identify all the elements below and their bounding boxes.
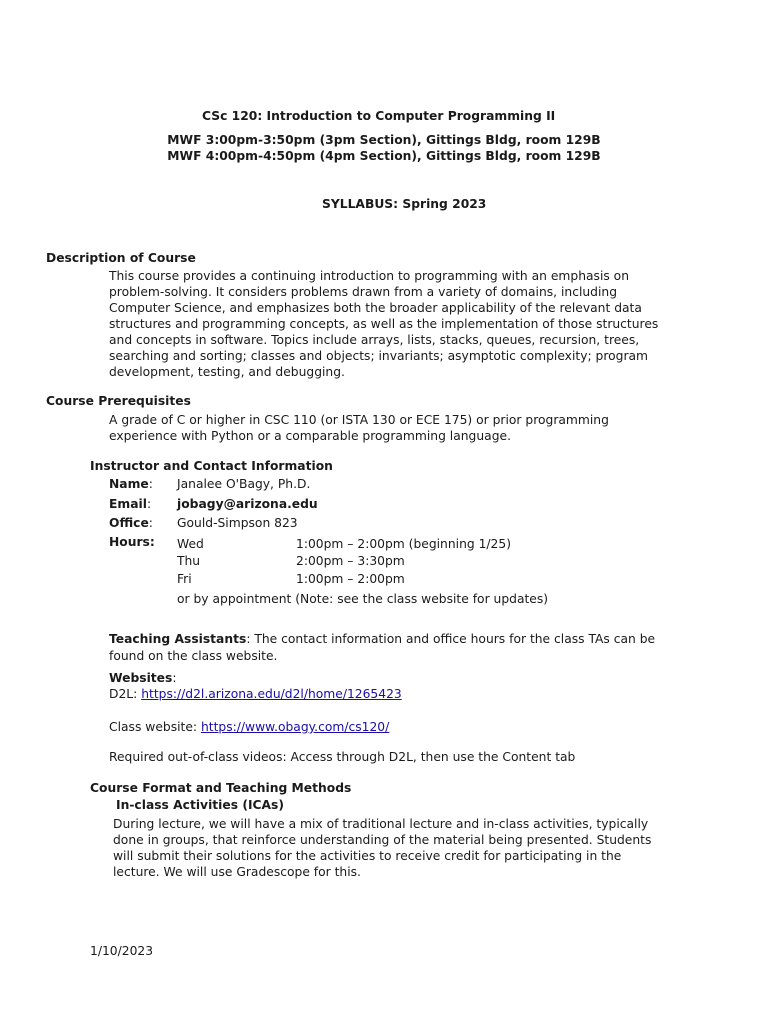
instructor-email[interactable]: jobagy@arizona.edu — [177, 497, 318, 511]
description-heading: Description of Course — [46, 251, 196, 265]
name-label: Name: — [109, 477, 153, 491]
websites-heading: Websites: — [109, 671, 177, 685]
instructor-heading: Instructor and Contact Information — [90, 459, 333, 473]
class-website-line: Class website: https://www.obagy.com/cs120/ — [109, 720, 390, 734]
class-website-link[interactable]: https://www.obagy.com/cs120/ — [200, 720, 390, 734]
hours-time: 1:00pm – 2:00pm (beginning 1/25) — [296, 537, 511, 551]
hours-time: 1:00pm – 2:00pm — [296, 572, 405, 586]
hours-row-wed — [177, 536, 577, 552]
ta-label: Teaching Assistants — [109, 632, 247, 646]
section-3pm: MWF 3:00pm-3:50pm (3pm Section), Gittings Bldg, room 129B — [167, 133, 601, 147]
office-label: Office: — [109, 516, 153, 530]
appointment-note: or by appointment (Note: see the class website for updates) — [177, 592, 549, 606]
d2l-link[interactable]: https://d2l.arizona.edu/d2l/home/1265423 — [141, 687, 402, 701]
ta-line-2: found on the class website. — [109, 649, 278, 663]
hours-day: Fri — [177, 572, 192, 586]
course-title: CSc 120: Introduction to Computer Programming II — [202, 109, 556, 123]
hours-day: Wed — [177, 537, 204, 551]
footer-date: 1/10/2023 — [90, 944, 154, 958]
hours-label: Hours: — [109, 535, 155, 549]
prereq-heading: Course Prerequisites — [46, 394, 191, 408]
format-text: During lecture, we will have a mix of traditional lecture and in-class activities, typically done in groups, that reinforce understanding of the material being presented. Students will submit their solutions for the activities to receive credit for participating in the lecture. We will use Gradescope for this. — [113, 817, 652, 879]
instructor-name: Janalee O'Bagy, Ph.D. — [177, 477, 311, 491]
syllabus-title: SYLLABUS: Spring 2023 — [322, 197, 487, 211]
hours-row-thu — [177, 553, 577, 569]
office-value: Gould-Simpson 823 — [177, 516, 298, 530]
email-label: Email: — [109, 497, 152, 511]
format-subheading: In-class Activities (ICAs) — [116, 798, 284, 812]
ta-line-1: Teaching Assistants: The contact information and office hours for the class TAs can be — [109, 632, 656, 646]
format-heading: Course Format and Teaching Methods — [90, 781, 352, 795]
videos-note: Required out-of-class videos: Access through D2L, then use the Content tab — [109, 750, 576, 764]
description-text: This course provides a continuing introduction to programming with an emphasis on problem-solving. It considers problems drawn from a variety of domains, including Computer Science, and emphasizes both the broader applicability of the relevant data structures and programming concepts, as well as the implementation of those structures and concepts in software. Topics include arrays, lists, stacks, queues, recursion, trees, searching and sorting; classes and objects; invariants; asymptotic complexity; program development, testing, and debugging. — [109, 269, 659, 379]
prereq-text: A grade of C or higher in CSC 110 (or ISTA 130 or ECE 175) or prior programming experience with Python or a comparable programming language. — [109, 413, 609, 443]
hours-day: Thu — [177, 554, 201, 568]
hours-row-fri — [177, 571, 577, 587]
section-4pm: MWF 4:00pm-4:50pm (4pm Section), Gittings Bldg, room 129B — [167, 149, 601, 163]
hours-time: 2:00pm – 3:30pm — [296, 554, 405, 568]
d2l-line: D2L: https://d2l.arizona.edu/d2l/home/1265423 — [109, 687, 402, 701]
